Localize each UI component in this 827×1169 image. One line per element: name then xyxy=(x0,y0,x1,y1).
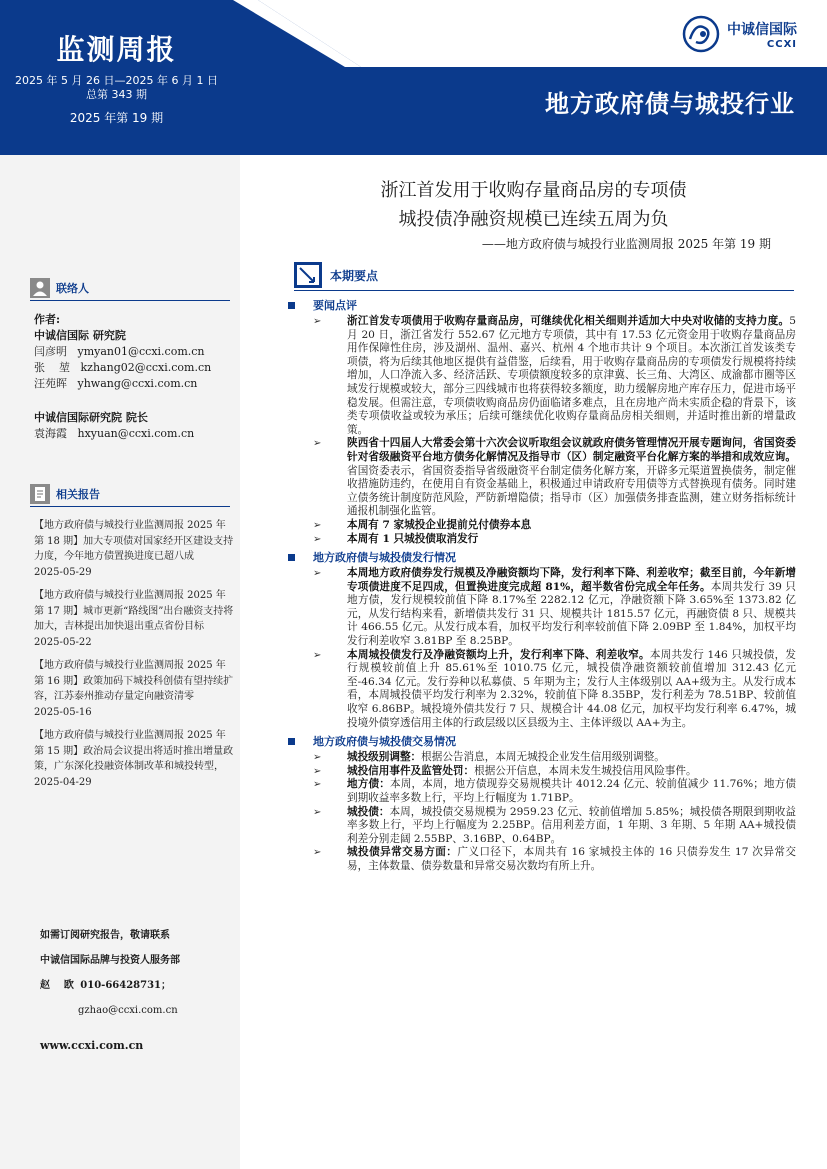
ccxi-logo xyxy=(681,14,797,54)
item-highlight: 本周有 1 只城投债取消发行 xyxy=(347,532,479,545)
contact-dept: 中诚信国际品牌与投资人服务部 xyxy=(40,955,180,966)
related-report-item[interactable] xyxy=(34,518,234,580)
summary-heading xyxy=(294,262,378,288)
item-highlight: 城投债： xyxy=(347,805,390,818)
contacts-label: 联络人 xyxy=(56,282,89,295)
author-row xyxy=(34,376,234,392)
report-header xyxy=(0,0,827,155)
summary-item xyxy=(288,846,796,873)
issue-total: 总第 343 期 xyxy=(86,88,147,101)
author-row xyxy=(34,344,234,360)
item-highlight: 浙江首发专项债用于收购存量商品房，可继续优化相关细则并适加大中央对收储的支持力度。 xyxy=(347,315,790,327)
summary-item xyxy=(288,765,796,779)
section-heading xyxy=(288,549,796,565)
item-text: 省国资委表示，省国资委指导省级融资平台制定债务化解方案，开辟多元渠道置换债务，制定催收措施防违约，在使用自有资金基础上，积极通过申请政府专用债等方式替换现有债务。同时建立债务统计制度防范风险，严防新增隐债；指导市（区）加强债务排查监测，建立财务指标统计通报机制强化监管。 xyxy=(347,464,796,518)
author-email[interactable]: ymyan01@ccxi.com.cn xyxy=(77,345,205,358)
related-label: 相关报告 xyxy=(56,488,100,501)
summary-divider xyxy=(294,290,794,291)
contact-line1: 如需订阅研究报告，敬请联系 xyxy=(40,930,170,941)
logo-cn-text: 中诚信国际 xyxy=(727,21,797,38)
contacts-icon xyxy=(30,278,50,298)
arrow-bullet-icon: ➢ xyxy=(313,752,322,764)
related-report-text: 【地方政府债与城投行业监测周报 2025 年第 15 期】政治局会议提出将适时推出增量政策，广东深化投融资体制改革和城投转型， xyxy=(34,730,234,772)
related-report-date: 2025-04-29 xyxy=(34,776,92,788)
arrow-bullet-icon: ➢ xyxy=(313,649,322,661)
summary-item xyxy=(288,806,796,847)
contact-phone: 010-66428731； xyxy=(80,980,171,991)
item-highlight: 本周城投债发行及净融资额均上升，发行利率下降、利差收窄。 xyxy=(347,648,650,661)
arrow-bullet-icon: ➢ xyxy=(313,316,322,327)
item-text: 广义口径下，本周共有 16 家城投主体的 16 只债券发生 17 次异常交易，主体数量、债券数量和异常交易次数均有所上升。 xyxy=(347,846,796,872)
arrow-bullet-icon: ➢ xyxy=(313,438,322,450)
contact-person: 赵 欧 xyxy=(40,980,74,991)
summary-label: 本期要点 xyxy=(330,268,379,283)
section-heading xyxy=(288,297,796,313)
ccxi-logo-icon xyxy=(681,14,721,54)
author-email[interactable]: kzhang02@ccxi.com.cn xyxy=(80,361,212,374)
report-type: 监测周报 xyxy=(56,33,177,66)
summary-content xyxy=(288,294,796,874)
director-name: 袁海霞 xyxy=(34,427,67,440)
related-report-text: 【地方政府债与城投行业监测周报 2025 年第 16 期】政策加码下城投科创债有望持续扩容，江苏泰州推动存量定向融资清零 xyxy=(34,660,234,702)
author-name: 汪苑晖 xyxy=(34,377,67,390)
square-bullet-icon xyxy=(288,738,295,745)
industry-title: 地方政府债与城投行业 xyxy=(545,90,795,118)
arrow-bullet-icon: ➢ xyxy=(313,533,322,545)
item-text: 本周，本周，地方债现券交易规模共计 4012.24 亿元、较前值减少 11.76%；地方债到期收益率多数上行，平均上行幅度为 1.71BP。 xyxy=(347,778,797,804)
summary-item xyxy=(288,751,796,765)
square-bullet-icon xyxy=(288,302,295,309)
item-text: 本周共发行 146 只城投债，发行规模较前值上升 85.61%至 1010.75 亿元，城投债净融资额较前值增加 312.43 亿元至-46.34 亿元。发行券种以私募债、5 年期为主；发行人主体级别以 AA+级为主。从发行成本看，本周城投债平均发行利率为 2.32%，较前值下降 8.35BP，发行利差为 78.51BP、较前值收窄 6.86BP。城投境外债共发行 7 只、规模合计 44.08 亿元，加权平均发行利率 6.47%，城投境外债穿透信用主体的行政层级以区县级为主、主体评级以 AA+为主。 xyxy=(347,648,796,729)
director-row xyxy=(34,426,234,442)
item-text: 根据公告消息，本周无城投企业发生信用级别调整。 xyxy=(421,751,665,764)
item-highlight: 陕西省十四届人大常委会第十六次会议听取组会议就政府债务管理情况开展专题询问，省国资委针对省级融资平台地方债务化解情况及指导市（区）制定融资平台化解方案的举措和成效应询。 xyxy=(347,437,796,463)
summary-item xyxy=(288,533,796,547)
arrow-bullet-icon: ➢ xyxy=(313,519,322,531)
logo-en-text: CCXI xyxy=(766,38,797,50)
item-text: 5 月 20 日，浙江省发行 552.67 亿元地方专项债，其中有 17.53 亿元资金用于收购存量商品房用作保障性住房，涉及湖州、温州、嘉兴、杭州 4 个地市共计 9 个项目。本次浙江首发该类专项债，将为后续其他地区提供有益借鉴，后续看，用于收购存量商品房的专项债发行规模将持续增加，人口净流入多、经济活跃、专项债额度较多的京津冀、长三角、大湾区、成渝都市圈等区域发行规模或较大，部分三四线城市也将获得较多额度，助力缓解房地产库存压力，促进市场平稳发展。但需注意，专项债收购商品房仍面临诸多难点，且在房地产尚未实质企稳的背景下，该类专项债收益或较为承压；后续可继续优化收购存量商品房相关细则，并适时推出新的增量政策。 xyxy=(347,315,796,436)
report-subtitle: ——地方政府债与城投行业监测周报 2025 年第 19 期 xyxy=(481,237,771,251)
arrow-bullet-icon: ➢ xyxy=(313,765,322,777)
related-report-item[interactable] xyxy=(34,588,234,650)
author-name: 闫彦明 xyxy=(34,345,67,358)
arrow-bullet-icon: ➢ xyxy=(313,806,322,818)
related-reports-list xyxy=(34,518,234,798)
related-report-text: 【地方政府债与城投行业监测周报 2025 年第 17 期】城市更新“路线图”出台融资支持将加大，吉林提出加快退出重点省份目标 xyxy=(34,590,234,632)
summary-item xyxy=(288,567,796,649)
related-reports-icon xyxy=(30,484,50,504)
item-highlight: 地方债： xyxy=(347,778,390,791)
related-report-date: 2025-05-29 xyxy=(34,566,92,578)
authors-label: 作者: xyxy=(34,313,61,326)
item-highlight: 城投级别调整： xyxy=(347,751,422,764)
section-heading xyxy=(288,733,796,749)
main-title-line1: 浙江首发用于收购存量商品房的专项债 xyxy=(380,180,687,201)
related-report-date: 2025-05-22 xyxy=(34,636,92,648)
related-heading xyxy=(30,484,100,504)
related-report-text: 【地方政府债与城投行业监测周报 2025 年第 18 期】加大专项债对国家经开区建设支持力度，今年地方债置换进度已超八成 xyxy=(34,520,234,562)
related-report-date: 2025-05-16 xyxy=(34,706,92,718)
section-title: 地方政府债与城投债交易情况 xyxy=(313,735,456,749)
summary-item xyxy=(288,778,796,805)
issue-year: 2025 年第 19 期 xyxy=(69,111,164,125)
authors-block xyxy=(34,312,234,442)
author-row xyxy=(34,360,234,376)
summary-icon xyxy=(294,262,322,288)
section-title: 地方政府债与城投债发行情况 xyxy=(313,551,456,565)
arrow-bullet-icon: ➢ xyxy=(313,568,322,580)
contacts-divider xyxy=(30,300,230,301)
summary-item xyxy=(288,315,796,437)
summary-item xyxy=(288,519,796,533)
item-highlight: 本周地方政府债券发行规模及净融资额均下降，发行利率下降、利差收窄；截至目前，今年新增专项债进度不足四成，但置换进度完成超 81%，超半数省份完成全年任务。 xyxy=(347,567,796,593)
org-research: 中诚信国际 研究院 xyxy=(34,329,126,342)
contacts-heading xyxy=(30,278,89,298)
item-highlight: 城投信用事件及监管处罚： xyxy=(347,764,475,777)
item-text: 根据公开信息，本周未发生城投信用风险事件。 xyxy=(474,764,697,777)
org-director: 中诚信国际研究院 院长 xyxy=(34,411,148,424)
header-left-panel xyxy=(0,0,233,155)
item-highlight: 城投债异常交易方面： xyxy=(347,846,458,859)
square-bullet-icon xyxy=(288,554,295,561)
date-range: 2025 年 5 月 26 日—2025 年 6 月 1 日 xyxy=(15,74,218,87)
related-divider xyxy=(30,506,230,507)
contact-email[interactable]: gzhao@ccxi.com.cn xyxy=(78,1005,178,1016)
subscription-contact xyxy=(40,928,235,1053)
website-link[interactable]: www.ccxi.com.cn xyxy=(40,1039,144,1052)
arrow-bullet-icon: ➢ xyxy=(313,779,322,791)
author-name: 张 堃 xyxy=(34,361,70,374)
item-highlight: 本周有 7 家城投企业提前兑付债券本息 xyxy=(347,518,532,531)
item-text: 本周共发行 39 只地方债，发行规模较前值下降 8.17%至 2282.12 亿元，净融资额下降 3.65%至 1373.82 亿元，从发行结构来看，新增债共发行 31 只、规模共计 1815.57 亿元，再融资债 8 只、规模共计 466.55 亿元。从发行成本看，加权平均发行利率较前值下降 2.09BP 至 1.84%，加权平均发行利差收窄 3.81BP 至 8.25BP。 xyxy=(347,580,796,648)
section-title: 要闻点评 xyxy=(313,299,357,312)
main-title-line2: 城投债净融资规模已连续五周为负 xyxy=(398,209,669,230)
related-report-item[interactable] xyxy=(34,728,234,790)
author-email[interactable]: yhwang@ccxi.com.cn xyxy=(77,377,198,390)
item-text: 本周，城投债交易规模为 2959.23 亿元、较前值增加 5.85%；城投债各期限到期收益率多数上行，平均上行幅度为 2.25BP。信用利差方面，1 年期、3 年期、5 年期 AA+城投债利差分别走阔 2.55BP、3.16BP、0.64BP。 xyxy=(347,805,797,845)
summary-item xyxy=(288,649,796,731)
director-email[interactable]: hxyuan@ccxi.com.cn xyxy=(77,427,195,440)
related-report-item[interactable] xyxy=(34,658,234,720)
summary-item xyxy=(288,437,796,519)
arrow-bullet-icon: ➢ xyxy=(313,847,322,859)
